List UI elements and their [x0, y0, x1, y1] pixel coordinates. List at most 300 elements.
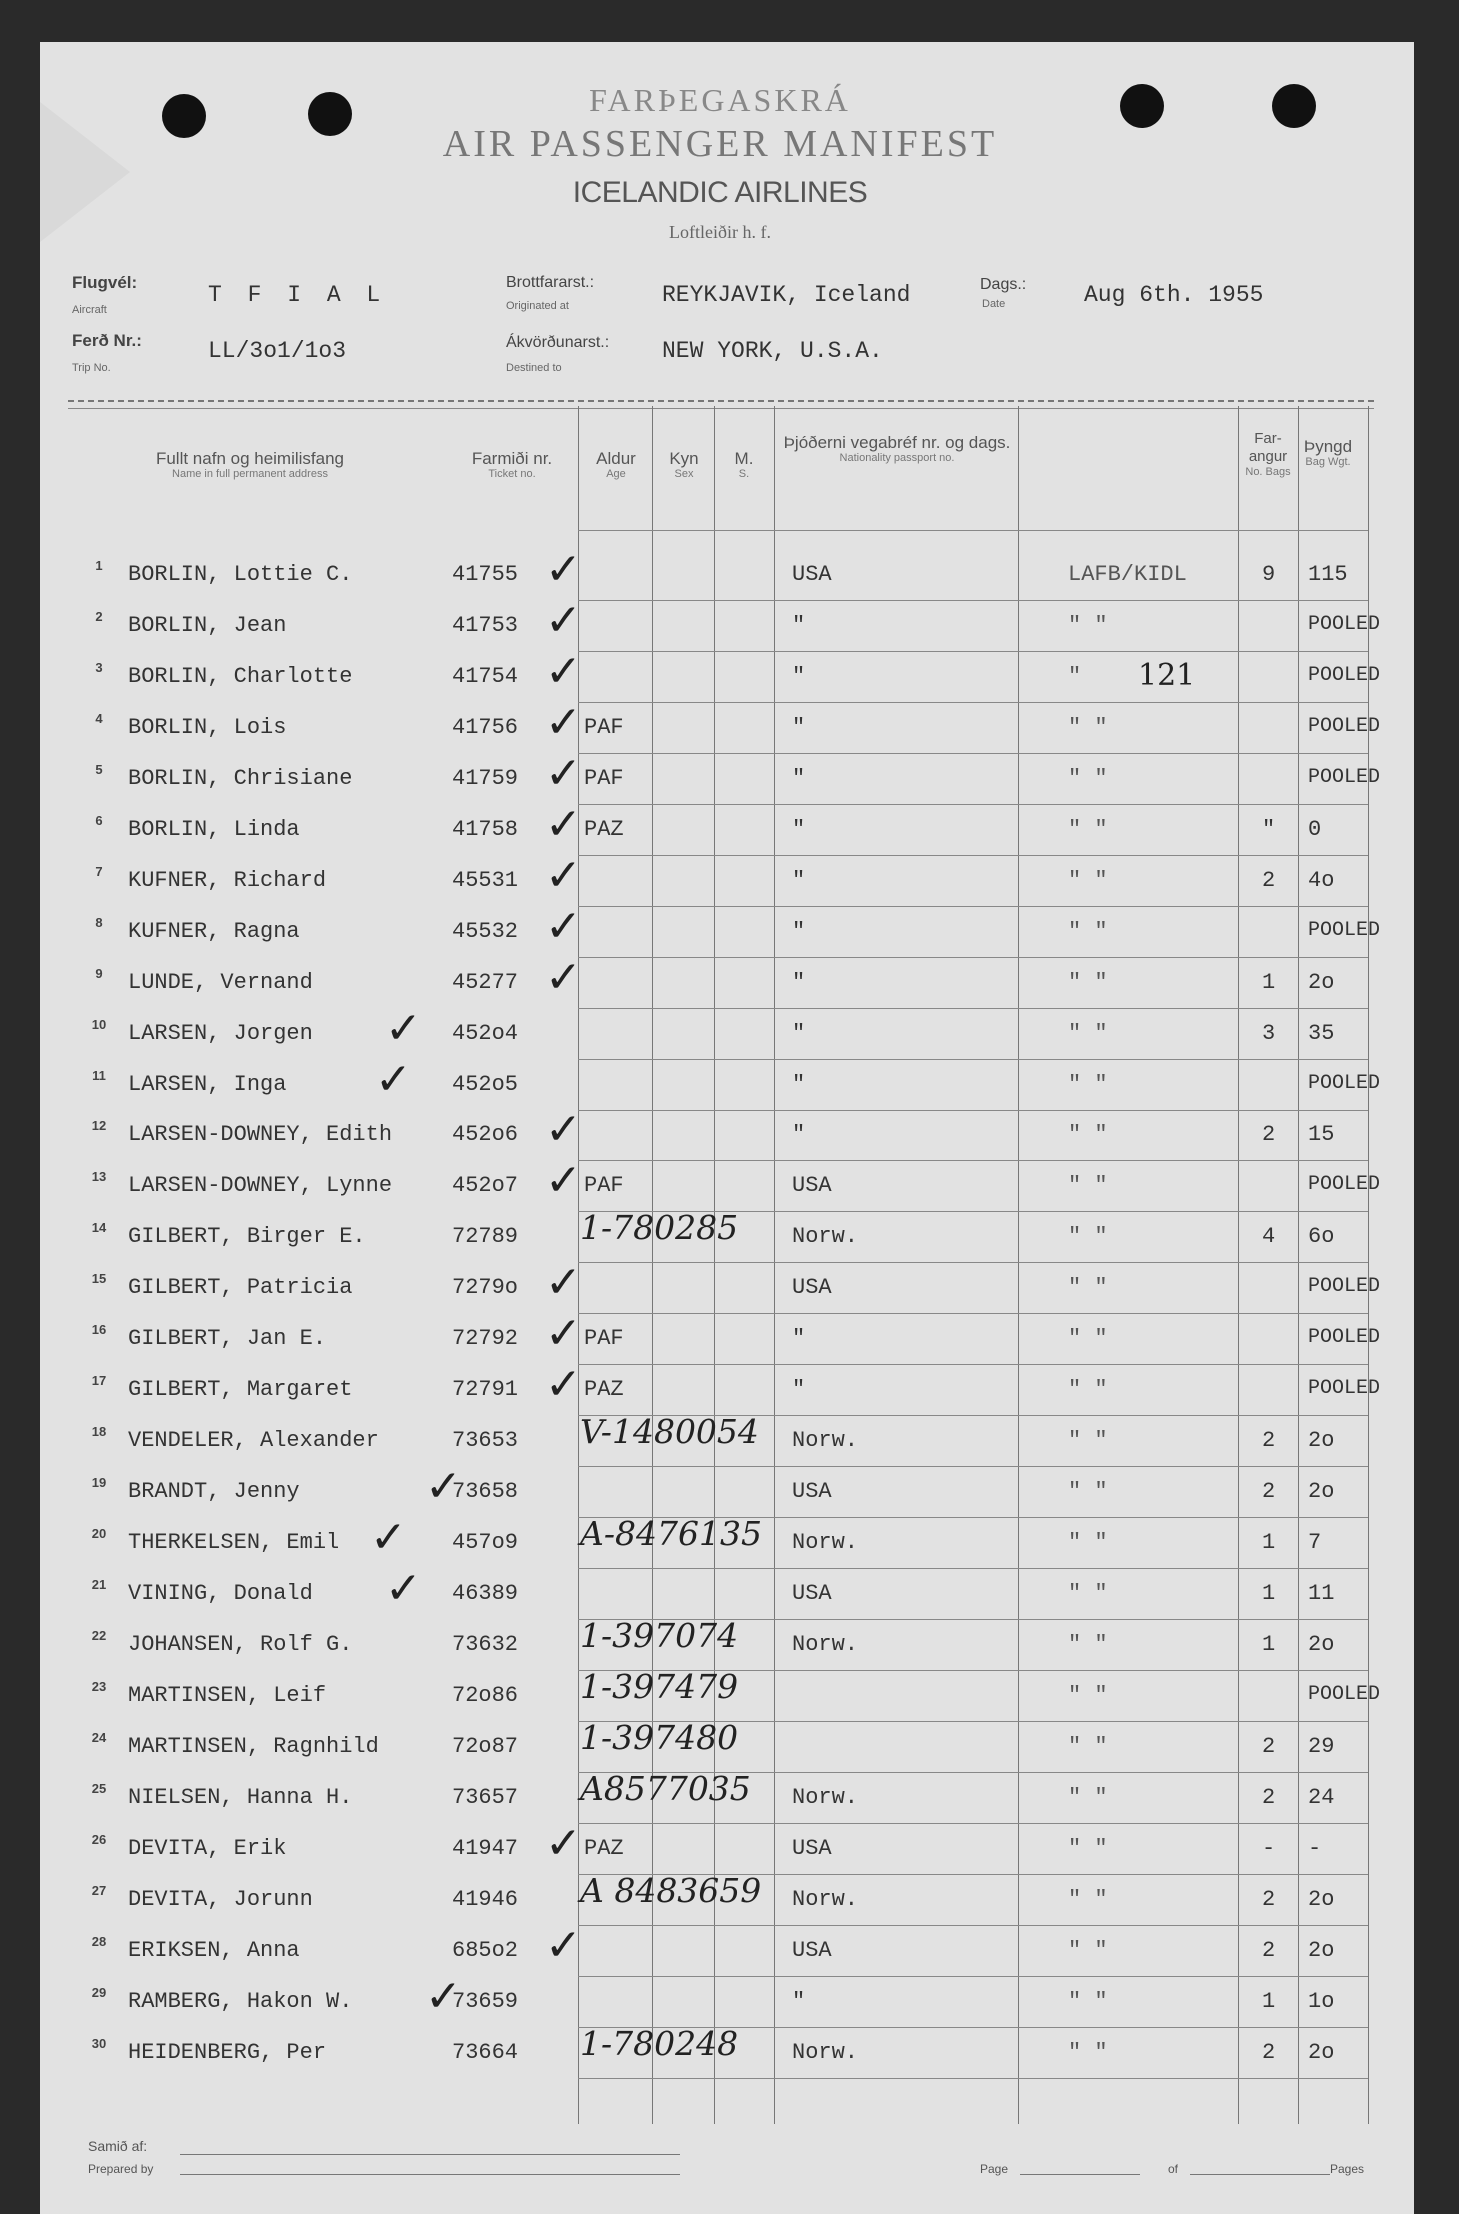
table-row [40, 1512, 1414, 1569]
destination-sub: Destined to [506, 362, 562, 374]
route-code: " " [1068, 1377, 1108, 1403]
column-header-ms-sub: S. [738, 468, 750, 480]
nationality: Norw. [792, 1530, 859, 1556]
nationality: " [792, 714, 806, 740]
bag-weight: 2o [1308, 1631, 1335, 1657]
passenger-name: DEVITA, Jorunn [128, 1886, 313, 1912]
row-number: 27 [91, 1882, 107, 1898]
bag-weight: 2o [1308, 1937, 1335, 1963]
age-code: PAZ [584, 816, 624, 842]
airline-name: ICELANDIC AIRLINES [572, 176, 868, 209]
ticket-number: 45531 [452, 867, 519, 893]
handwritten-passport: 1-397479 [580, 1666, 739, 1706]
route-code: " " [1068, 1224, 1108, 1250]
row-number: 14 [91, 1220, 107, 1236]
ticket-number: 73632 [452, 1631, 519, 1657]
ticket-number: 41758 [452, 816, 519, 842]
bag-weight: 2o [1308, 1428, 1335, 1454]
row-number: 5 [95, 761, 103, 777]
ticket-number: 41759 [452, 765, 519, 791]
route-code: " " [1068, 1326, 1108, 1352]
check-mark-icon: ✓ [385, 1563, 422, 1614]
row-number: 9 [95, 965, 103, 981]
nationality: " [792, 1377, 806, 1403]
ticket-number: 452o6 [452, 1122, 519, 1148]
age-code: PAF [584, 765, 624, 791]
table-row [40, 1817, 1414, 1875]
check-mark-icon: ✓ [545, 1919, 582, 1971]
table-row [40, 1155, 1414, 1212]
bag-count: - [1262, 1835, 1276, 1861]
table-row [40, 594, 1414, 652]
column-header-sex-sub: Sex [674, 468, 694, 480]
ticket-number: 72792 [452, 1326, 519, 1352]
nationality: USA [792, 1275, 832, 1301]
bag-count: 2 [1262, 1733, 1276, 1759]
passenger-name: KUFNER, Ragna [128, 918, 300, 944]
check-mark-icon: ✓ [545, 594, 582, 646]
footer-line [180, 2174, 680, 2175]
bag-weight: 15 [1308, 1122, 1335, 1148]
passenger-name: LARSEN-DOWNEY, Lynne [128, 1173, 393, 1199]
row-number: 7 [95, 863, 103, 879]
punch-hole [308, 92, 352, 136]
nationality: USA [792, 562, 832, 587]
passenger-name: BORLIN, Charlotte [128, 663, 353, 689]
footer-of-label: of [1168, 2162, 1179, 2176]
column-header-bags [1240, 430, 1296, 479]
destination-label: Ákvörðunarst.: [506, 334, 610, 351]
bag-count: 2 [1262, 1784, 1276, 1810]
column-header-weight-label: Þyngd [1303, 437, 1353, 456]
passenger-name: KUFNER, Richard [128, 867, 327, 893]
row-number: 17 [91, 1373, 107, 1389]
check-mark-icon: ✓ [545, 1104, 582, 1156]
ticket-number: 45532 [452, 918, 519, 944]
footer-pages-label: Pages [1330, 2162, 1365, 2176]
origin-label: Brottfararst.: [506, 274, 595, 291]
check-mark-icon: ✓ [375, 1053, 412, 1105]
passenger-name: LARSEN, Inga [128, 1071, 287, 1097]
passenger-name: JOHANSEN, Rolf G. [128, 1631, 353, 1657]
column-header-name [110, 450, 390, 481]
table-row [40, 1053, 1414, 1111]
row-number: 2 [95, 608, 103, 624]
divider [68, 408, 1374, 409]
passenger-name: LUNDE, Vernand [128, 969, 313, 995]
column-header-weight [1298, 438, 1358, 469]
table-row [40, 1970, 1414, 2028]
nationality: " [792, 663, 806, 689]
table-row [40, 1308, 1414, 1365]
bag-count: 2 [1262, 1122, 1276, 1148]
passenger-name: GILBERT, Jan E. [128, 1326, 327, 1352]
row-number: 28 [91, 1933, 107, 1949]
bag-weight: 2o [1308, 969, 1335, 995]
nationality: " [792, 1071, 806, 1097]
nationality: USA [792, 1479, 832, 1505]
row-number: 18 [91, 1424, 107, 1440]
trip-value: LL/3o1/1o3 [208, 338, 347, 364]
passenger-name: GILBERT, Birger E. [128, 1224, 366, 1250]
aircraft-sub: Aircraft [72, 304, 107, 316]
passenger-name: BORLIN, Lois [128, 714, 287, 740]
check-mark-icon: ✓ [545, 645, 582, 697]
route-code: " " [1068, 969, 1108, 995]
row-number: 4 [95, 710, 103, 726]
handwritten-passport: 1-780285 [580, 1208, 739, 1248]
nationality: " [792, 765, 806, 791]
ticket-number: 457o9 [452, 1530, 519, 1556]
age-code: PAF [584, 714, 624, 740]
passenger-name: ERIKSEN, Anna [128, 1937, 300, 1963]
row-number: 22 [91, 1627, 107, 1643]
bag-count: 9 [1262, 562, 1276, 587]
ticket-number: 685o2 [452, 1937, 519, 1963]
ticket-number: 452o5 [452, 1071, 519, 1097]
bag-weight: 2o [1308, 1479, 1335, 1505]
bag-count: 1 [1262, 1988, 1276, 2014]
passenger-name: BRANDT, Jenny [128, 1479, 300, 1505]
passenger-name: GILBERT, Patricia [128, 1275, 353, 1301]
passenger-name: MARTINSEN, Leif [128, 1682, 327, 1708]
check-mark-icon: ✓ [545, 951, 582, 1003]
column-header-age [580, 450, 652, 481]
route-code: " " [1068, 1428, 1108, 1454]
nationality: Norw. [792, 1886, 859, 1912]
table-row [40, 951, 1414, 1009]
manifest-sheet [40, 42, 1414, 2214]
check-mark-icon: ✓ [425, 1970, 462, 2022]
column-header-ticket-sub: Ticket no. [488, 468, 536, 480]
route-code: " " [1068, 1937, 1108, 1963]
route-code: " " [1068, 1581, 1108, 1606]
check-mark-icon: ✓ [545, 747, 582, 799]
bag-weight: 115 [1308, 562, 1348, 587]
route-code: " " [1068, 1835, 1108, 1861]
check-mark-icon: ✓ [545, 1359, 582, 1411]
ticket-number: 41754 [452, 663, 519, 689]
bag-count: 1 [1262, 1530, 1276, 1556]
handwritten-passport: A 8483659 [580, 1870, 762, 1910]
route-code: " " [1068, 2039, 1108, 2065]
route-code: " " [1068, 612, 1108, 638]
nationality: " [792, 918, 806, 944]
row-number: 10 [91, 1016, 107, 1032]
handwritten-passport: V-1480054 [580, 1412, 759, 1452]
passenger-name: BORLIN, Linda [128, 816, 300, 842]
passenger-name: VINING, Donald [128, 1581, 313, 1606]
row-rule [578, 2078, 1368, 2079]
ticket-number: 72o87 [452, 1733, 519, 1759]
column-header-name-label: Fullt nafn og heimilisfang [155, 449, 345, 468]
ticket-number: 73658 [452, 1479, 519, 1505]
footer-line [1020, 2174, 1140, 2175]
bag-count: 1 [1262, 1581, 1276, 1606]
age-code: PAZ [584, 1377, 624, 1403]
table-row [40, 1615, 1414, 1671]
trip-label: Ferð Nr.: [72, 331, 142, 350]
punch-hole [1272, 84, 1316, 128]
route-code: " " [1068, 1784, 1108, 1810]
footer-page-label: Page [980, 2162, 1009, 2176]
bag-weight: POOLED [1308, 1326, 1381, 1350]
route-code: " " [1068, 1988, 1108, 2014]
handwritten-passport: 1-397480 [580, 1717, 739, 1757]
check-mark-icon: ✓ [545, 544, 582, 595]
paper-fold [40, 102, 130, 242]
check-mark-icon: ✓ [545, 900, 582, 952]
bag-weight: 2o [1308, 1886, 1335, 1912]
bag-count: 3 [1262, 1020, 1276, 1046]
ticket-number: 72791 [452, 1377, 519, 1403]
nationality: USA [792, 1937, 832, 1963]
bag-weight: 4o [1308, 867, 1335, 893]
column-header-age-sub: Age [606, 468, 626, 480]
passenger-name: RAMBERG, Hakon W. [128, 1988, 353, 2014]
date-sub: Date [982, 298, 1006, 310]
divider [68, 400, 1374, 402]
footer-prepared-label: Prepared by [88, 2162, 154, 2176]
row-number: 25 [91, 1780, 107, 1796]
ticket-number: 73657 [452, 1784, 519, 1810]
table-row [40, 696, 1414, 754]
column-header-bags-sub: No. Bags [1245, 466, 1291, 478]
passenger-name: HEIDENBERG, Per [128, 2039, 327, 2065]
table-row [40, 1104, 1414, 1161]
row-number: 26 [91, 1831, 107, 1847]
passenger-name: THERKELSEN, Emil [128, 1530, 340, 1556]
table-row [40, 645, 1414, 703]
table-row [40, 2023, 1414, 2079]
route-code: " " [1068, 1020, 1108, 1046]
table-row [40, 544, 1414, 601]
nationality: USA [792, 1173, 832, 1199]
row-number: 20 [91, 1526, 107, 1542]
table-row [40, 1919, 1414, 1977]
ticket-number: 73653 [452, 1428, 519, 1454]
passenger-name: BORLIN, Chrisiane [128, 765, 353, 791]
table-row [40, 1461, 1414, 1518]
date-value: Aug 6th. 1955 [1084, 282, 1264, 308]
ticket-number: 73664 [452, 2039, 519, 2065]
check-mark-icon: ✓ [545, 1308, 582, 1360]
bag-weight: 11 [1308, 1581, 1335, 1606]
table-row [40, 798, 1414, 856]
ticket-number: 41755 [452, 562, 519, 587]
ticket-number: 73659 [452, 1988, 519, 2014]
route-code: " " [1068, 1886, 1108, 1912]
punch-hole [162, 94, 206, 138]
passenger-name: MARTINSEN, Ragnhild [128, 1733, 379, 1759]
ticket-number: 41946 [452, 1886, 519, 1912]
check-mark-icon: ✓ [545, 1257, 582, 1309]
route-code: " " [1068, 1173, 1108, 1199]
bag-weight: POOLED [1308, 765, 1381, 789]
row-number: 8 [95, 914, 103, 930]
ticket-number: 41756 [452, 714, 519, 740]
row-number: 15 [91, 1271, 107, 1287]
aircraft-value: T F I A L [208, 282, 387, 308]
table-row [40, 1412, 1414, 1467]
bag-weight: POOLED [1308, 1682, 1381, 1706]
ticket-number: 7279o [452, 1275, 519, 1301]
bag-weight: POOLED [1308, 1071, 1381, 1095]
bag-weight: POOLED [1308, 714, 1381, 738]
destination-value: NEW YORK, U.S.A. [662, 338, 883, 364]
column-header-nationality [782, 434, 1012, 465]
table-row [40, 1002, 1414, 1060]
row-number: 24 [91, 1729, 107, 1745]
nationality: Norw. [792, 2039, 859, 2065]
title-icelandic: FARÞEGASKRÁ [589, 82, 851, 118]
row-number: 19 [91, 1475, 107, 1491]
ticket-number: 452o7 [452, 1173, 519, 1199]
check-mark-icon: ✓ [425, 1461, 462, 1513]
footer-total-label: Samið af: [88, 2138, 148, 2154]
footer-line [180, 2154, 680, 2155]
punch-hole [1120, 84, 1164, 128]
trip-sub: Trip No. [72, 362, 111, 374]
footer-line [1190, 2174, 1330, 2175]
check-mark-icon: ✓ [370, 1512, 407, 1564]
check-mark-icon: ✓ [545, 1155, 582, 1207]
age-code: PAF [584, 1326, 624, 1352]
check-mark-icon: ✓ [385, 1002, 422, 1054]
route-code: " " [1068, 1733, 1108, 1759]
bag-weight: - [1308, 1835, 1322, 1861]
column-header-sex-label: Kyn [669, 449, 699, 468]
row-number: 23 [91, 1678, 107, 1694]
age-code: PAZ [584, 1835, 624, 1861]
passenger-name: VENDELER, Alexander [128, 1428, 379, 1454]
bag-weight: 29 [1308, 1733, 1335, 1759]
age-code: PAF [584, 1173, 624, 1199]
handwritten-passport: 1-397074 [580, 1615, 739, 1655]
table-row [40, 849, 1414, 907]
ticket-number: 46389 [452, 1581, 519, 1606]
ticket-number: 72789 [452, 1224, 519, 1250]
table-row [40, 1717, 1414, 1773]
route-code: " " [1068, 714, 1108, 740]
nationality: " [792, 1020, 806, 1046]
bag-count: 2 [1262, 1937, 1276, 1963]
bag-weight: 7 [1308, 1530, 1322, 1556]
passenger-name: GILBERT, Margaret [128, 1377, 353, 1403]
column-header-ms [716, 450, 772, 481]
route-code: LAFB/KIDL [1068, 562, 1187, 587]
handwritten-annotation: 121 [1138, 658, 1196, 693]
column-header-ticket [452, 450, 572, 481]
bag-weight: 0 [1308, 816, 1322, 842]
bag-count: 2 [1262, 1479, 1276, 1505]
route-code: " " [1068, 1122, 1108, 1148]
table-row [40, 1870, 1414, 1926]
handwritten-passport: A8577035 [580, 1768, 751, 1808]
nationality: " [792, 612, 806, 638]
bag-weight: POOLED [1308, 1275, 1381, 1299]
column-header-age-label: Aldur [596, 449, 636, 468]
nationality: " [792, 969, 806, 995]
row-number: 13 [91, 1169, 107, 1185]
nationality: Norw. [792, 1224, 859, 1250]
row-number: 11 [92, 1067, 106, 1083]
column-header-name-sub: Name in full permanent address [172, 468, 328, 480]
check-mark-icon: ✓ [545, 1817, 582, 1869]
route-code: " " [1068, 1530, 1108, 1556]
route-code: " " [1068, 1479, 1108, 1505]
bag-weight: POOLED [1308, 612, 1381, 636]
row-number: 3 [95, 659, 103, 675]
passenger-name: LARSEN-DOWNEY, Edith [128, 1122, 393, 1148]
row-number: 6 [95, 812, 103, 828]
row-number: 1 [95, 558, 103, 573]
origin-value: REYKJAVIK, Iceland [662, 282, 911, 308]
bag-count: 2 [1262, 2039, 1276, 2065]
bag-weight: POOLED [1308, 663, 1381, 687]
bag-weight: 35 [1308, 1020, 1335, 1046]
nationality: " [792, 1326, 806, 1352]
route-code: " " [1068, 1071, 1108, 1097]
column-header-ticket-label: Farmiði nr. [471, 449, 553, 468]
nationality: USA [792, 1835, 832, 1861]
row-number: 12 [91, 1118, 107, 1134]
table-row [40, 1257, 1414, 1314]
column-header-weight-sub: Bag Wgt. [1305, 456, 1351, 468]
check-mark-icon: ✓ [545, 696, 582, 748]
bag-count: 4 [1262, 1224, 1276, 1250]
company-name: Loftleiðir h. f. [669, 222, 771, 242]
bag-count: 1 [1262, 1631, 1276, 1657]
bag-weight: POOLED [1308, 918, 1381, 942]
passenger-name: LARSEN, Jorgen [128, 1020, 313, 1046]
aircraft-label: Flugvél: [72, 273, 138, 292]
route-code: " " [1068, 918, 1108, 944]
route-code: " " [1068, 765, 1108, 791]
ticket-number: 45277 [452, 969, 519, 995]
bag-weight: 6o [1308, 1224, 1335, 1250]
nationality: USA [792, 1581, 832, 1606]
date-label: Dags.: [980, 276, 1027, 293]
row-number: 30 [91, 2035, 107, 2051]
row-number: 21 [91, 1577, 107, 1592]
route-code: " " [1068, 867, 1108, 893]
title-english: AIR PASSENGER MANIFEST [442, 123, 998, 165]
table-row [40, 1666, 1414, 1722]
route-code: " [1068, 663, 1082, 689]
check-mark-icon: ✓ [545, 798, 582, 850]
handwritten-passport: A-8476135 [580, 1514, 762, 1554]
route-code: " " [1068, 1682, 1108, 1708]
route-code: " " [1068, 1631, 1108, 1657]
row-number: 29 [91, 1984, 107, 2000]
bag-weight: 24 [1308, 1784, 1335, 1810]
table-row [40, 747, 1414, 805]
table-row [40, 1563, 1414, 1620]
nationality: " [792, 1122, 806, 1148]
nationality: Norw. [792, 1631, 859, 1657]
nationality: " [792, 867, 806, 893]
ticket-number: 452o4 [452, 1020, 519, 1046]
ticket-number: 41753 [452, 612, 519, 638]
ticket-number: 72o86 [452, 1682, 519, 1708]
nationality: Norw. [792, 1428, 859, 1454]
table-row [40, 900, 1414, 958]
bag-count: " [1262, 816, 1276, 842]
route-code: " " [1068, 816, 1108, 842]
column-header-ms-label: M. [734, 449, 754, 468]
table-row [40, 1359, 1414, 1416]
